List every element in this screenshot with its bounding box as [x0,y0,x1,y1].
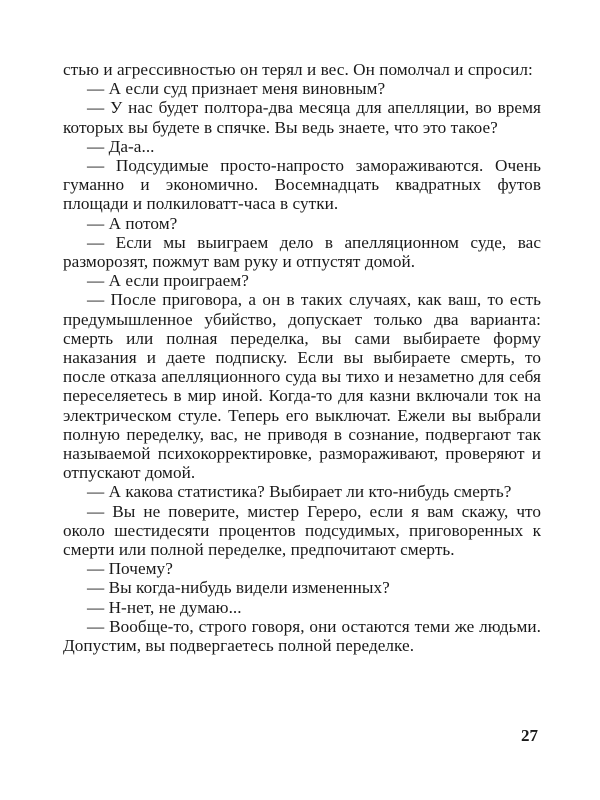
dialogue-line: — А если суд признает меня виновным? [87,79,386,99]
dialogue-line: — Если мы выиграем дело в апелляционном суде, вас разморозят, пожмут вам руку и отпустят домой. [63,232,541,272]
dialogue-line: — Вообще-то, строго говоря, они остаются теми же людьми. Допустим, вы подвергаетесь полной переделке. [63,616,541,656]
dialogue-line: — У нас будет полтора-два месяца для апелляции, во время которых вы будете в спячке. Вы ведь знаете, что это такое? [63,98,541,137]
dialogue-line: — А если проиграем? [87,271,249,291]
dialogue-line: — Да-а... [87,136,155,156]
dialogue-line: — Вы не поверите, мистер Гереро, если я вам скажу, что около шестидесяти процентов подсудимых, приговоренных к смерти или полной переделке, предпочитают смерть. [63,501,541,560]
page-number: 27 [521,726,538,745]
dialogue-line: — Почему? [87,559,173,579]
dialogue-line: — После приговора, а он в таких случаях, как ваш, то есть предумышленное убийство, допускает только два варианта: смерть или полная переделка, вы сами выбираете форму наказания и даете подписку. Если вы выбираете смерть, то после отказа апелляционного суда вы тихо и незаметно для себя переселяетесь в мир иной. Когда-то для казни включали ток на электрическом стуле. Теперь его выключат. Ежели вы выбрали полную переделку, вас, не приводя в сознание, подвергают так называемой психокорректировке, размораживают, проверяют и отпускают домой. [63,290,541,483]
paragraph-continuation: стью и агрессивностью он терял и вес. Он помолчал и спросил: [63,60,533,79]
book-page-text [63,60,541,655]
dialogue-line: — Вы когда-нибудь видели измененных? [87,578,390,598]
dialogue-line: — А какова статистика? Выбирает ли кто-нибудь смерть? [87,482,512,502]
dialogue-line: — Н-нет, не думаю... [87,597,242,617]
dialogue-line: — А потом? [87,213,178,233]
dialogue-line: — Подсудимые просто-напросто замораживаются. Очень гуманно и экономично. Восемнадцать квадратных футов площади и полкиловатт-часа в сутки. [63,156,541,214]
